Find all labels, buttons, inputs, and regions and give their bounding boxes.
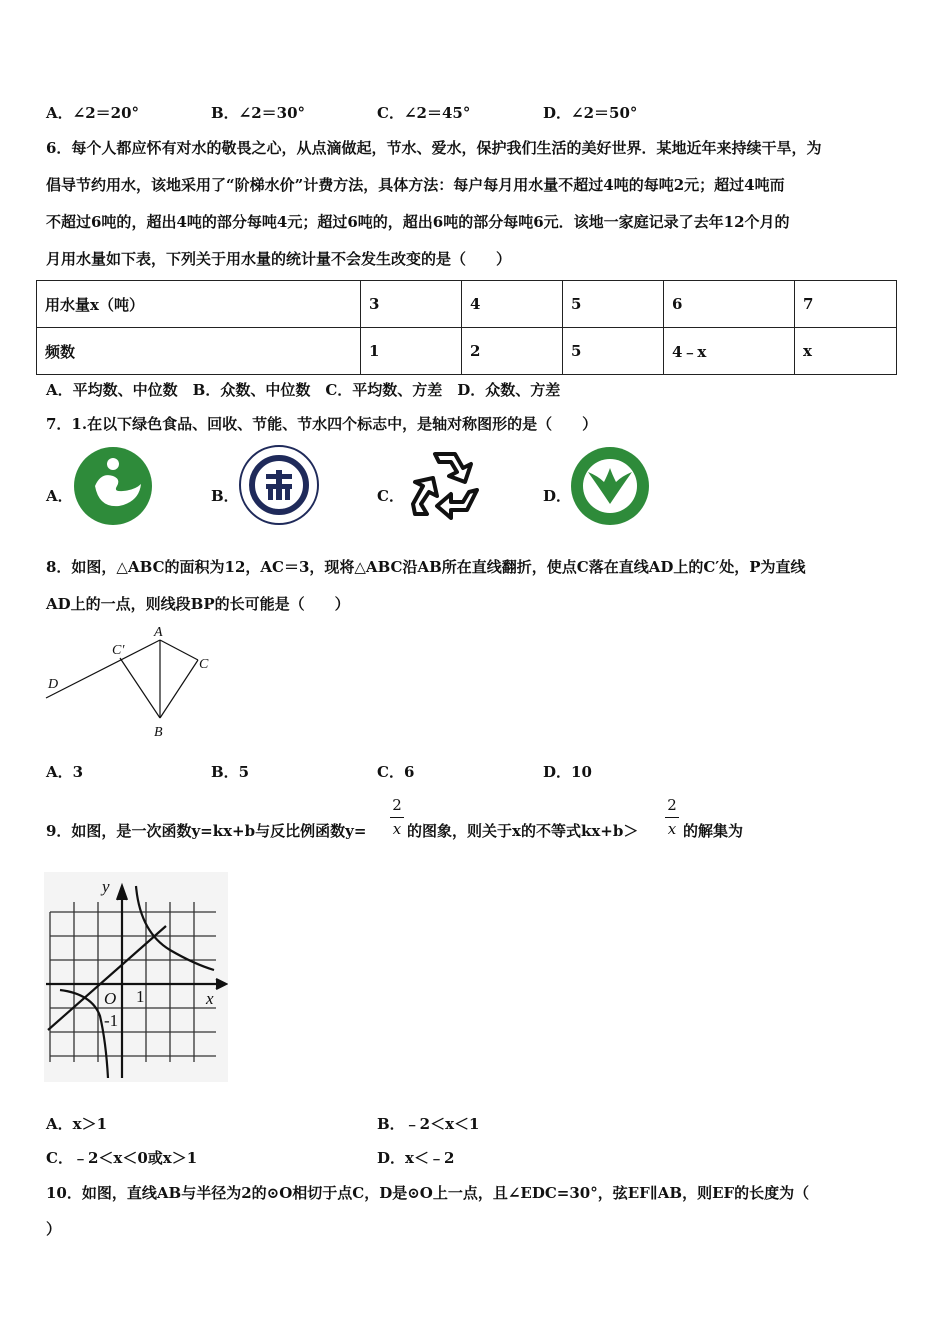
recycling-arrows-icon <box>405 448 485 526</box>
table-row <box>37 281 897 328</box>
point-c-prime-label: C′ <box>112 643 125 658</box>
q6-line-3: 不超过6吨的，超出4吨的部分每吨4元；超过6吨的，超出6吨的部分每吨6元．该地一家庭记录了去年12个月的 <box>46 213 790 231</box>
q8-option-d: D．10 <box>543 763 592 781</box>
fraction-denominator: x <box>392 820 402 838</box>
q8-line-2: AD上的一点，则线段BP的长可能是（ ） <box>46 595 350 613</box>
q7-stem: 7．1.在以下绿色食品、回收、节能、节水四个标志中，是轴对称图形的是（ ） <box>46 415 598 433</box>
fraction-denominator: x <box>667 820 677 838</box>
table-cell: 用水量x（吨） <box>37 281 361 328</box>
fraction-numerator: 2 <box>667 796 677 814</box>
table-cell: 5 <box>563 281 664 328</box>
green-food-logo-icon <box>73 446 153 526</box>
q8-line-1: 8．如图，△ABC的面积为12，AC＝3，现将△ABC沿AB所在直线翻折，使点C落在直线AD上的C′处，P为直线 <box>46 558 806 576</box>
table-cell: 频数 <box>37 328 361 375</box>
y-axis-label: y <box>102 877 110 896</box>
table-cell: x <box>795 328 897 375</box>
q7-label-a: A． <box>46 487 73 505</box>
function-graph <box>44 872 228 1082</box>
q5-option-a: A．∠2＝20° <box>46 104 140 122</box>
q5-option-c: C．∠2＝45° <box>377 104 471 122</box>
q6-line-4: 月用水量如下表，下列关于用水量的统计量不会发生改变的是（ ） <box>46 250 512 268</box>
q9-option-a: A．x＞1 <box>46 1115 108 1133</box>
q8-option-b: B．5 <box>211 763 250 781</box>
table-cell: 7 <box>795 281 897 328</box>
table-cell: 6 <box>664 281 795 328</box>
point-a-label: A <box>154 625 163 640</box>
water-saving-logo-icon <box>570 446 650 526</box>
table-cell: 1 <box>361 328 462 375</box>
q9-option-d: D．x＜﹣2 <box>377 1149 455 1167</box>
fraction-bar <box>390 817 404 818</box>
q6-line-2: 倡导节约用水，该地采用了“阶梯水价”计费方法，具体方法：每户每月用水量不超过4吨的每吨2元；超过4吨而 <box>46 176 785 194</box>
tick-label-one: 1 <box>136 987 145 1006</box>
q10-line-2: ） <box>46 1220 62 1238</box>
q5-option-d: D．∠2＝50° <box>543 104 638 122</box>
fraction-bar <box>665 817 679 818</box>
point-b-label: B <box>154 725 163 740</box>
table-cell: 4 <box>462 281 563 328</box>
table-row <box>37 328 897 375</box>
q8-option-a: A．3 <box>46 763 84 781</box>
triangle-fold-figure <box>44 622 224 740</box>
q10-line-1: 10．如图，直线AB与半径为2的⊙O相切于点C，D是⊙O上一点，且∠EDC=30°，弦EF∥AB，则EF的长度为（ <box>46 1184 810 1202</box>
q9-stem-part-2: 的图象，则关于x的不等式kx+b＞ <box>407 822 639 840</box>
q9-stem-part-1: 9．如图，是一次函数y=kx+b与反比例函数y= <box>46 822 367 840</box>
q7-label-d: D． <box>543 487 572 505</box>
table-cell: 4﹣x <box>664 328 795 375</box>
tick-label-minus-one: -1 <box>104 1011 119 1030</box>
q9-stem-part-3: 的解集为 <box>683 822 744 840</box>
table-cell: 2 <box>462 328 563 375</box>
water-usage-table <box>36 280 897 375</box>
q5-option-b: B．∠2＝30° <box>211 104 306 122</box>
origin-label: O <box>104 989 117 1008</box>
x-axis-label: x <box>206 989 214 1008</box>
q7-label-c: C． <box>377 487 404 505</box>
table-cell: 5 <box>563 328 664 375</box>
fraction-numerator: 2 <box>392 796 402 814</box>
q9-option-c: C．﹣2＜x＜0或x＞1 <box>46 1149 198 1167</box>
q6-options: A．平均数、中位数 B．众数、中位数 C．平均数、方差 D．众数、方差 <box>46 381 561 399</box>
point-c-label: C <box>199 657 209 672</box>
q8-option-c: C．6 <box>377 763 415 781</box>
q9-option-b: B．﹣2＜x＜1 <box>377 1115 480 1133</box>
point-d-label: D <box>48 677 59 692</box>
table-cell: 3 <box>361 281 462 328</box>
q7-label-b: B． <box>211 487 239 505</box>
recycle-emblem-icon <box>238 444 320 526</box>
q6-line-1: 6．每个人都应怀有对水的敬畏之心，从点滴做起，节水、爱水，保护我们生活的美好世界．某地近年来持续干旱，为 <box>46 139 822 157</box>
